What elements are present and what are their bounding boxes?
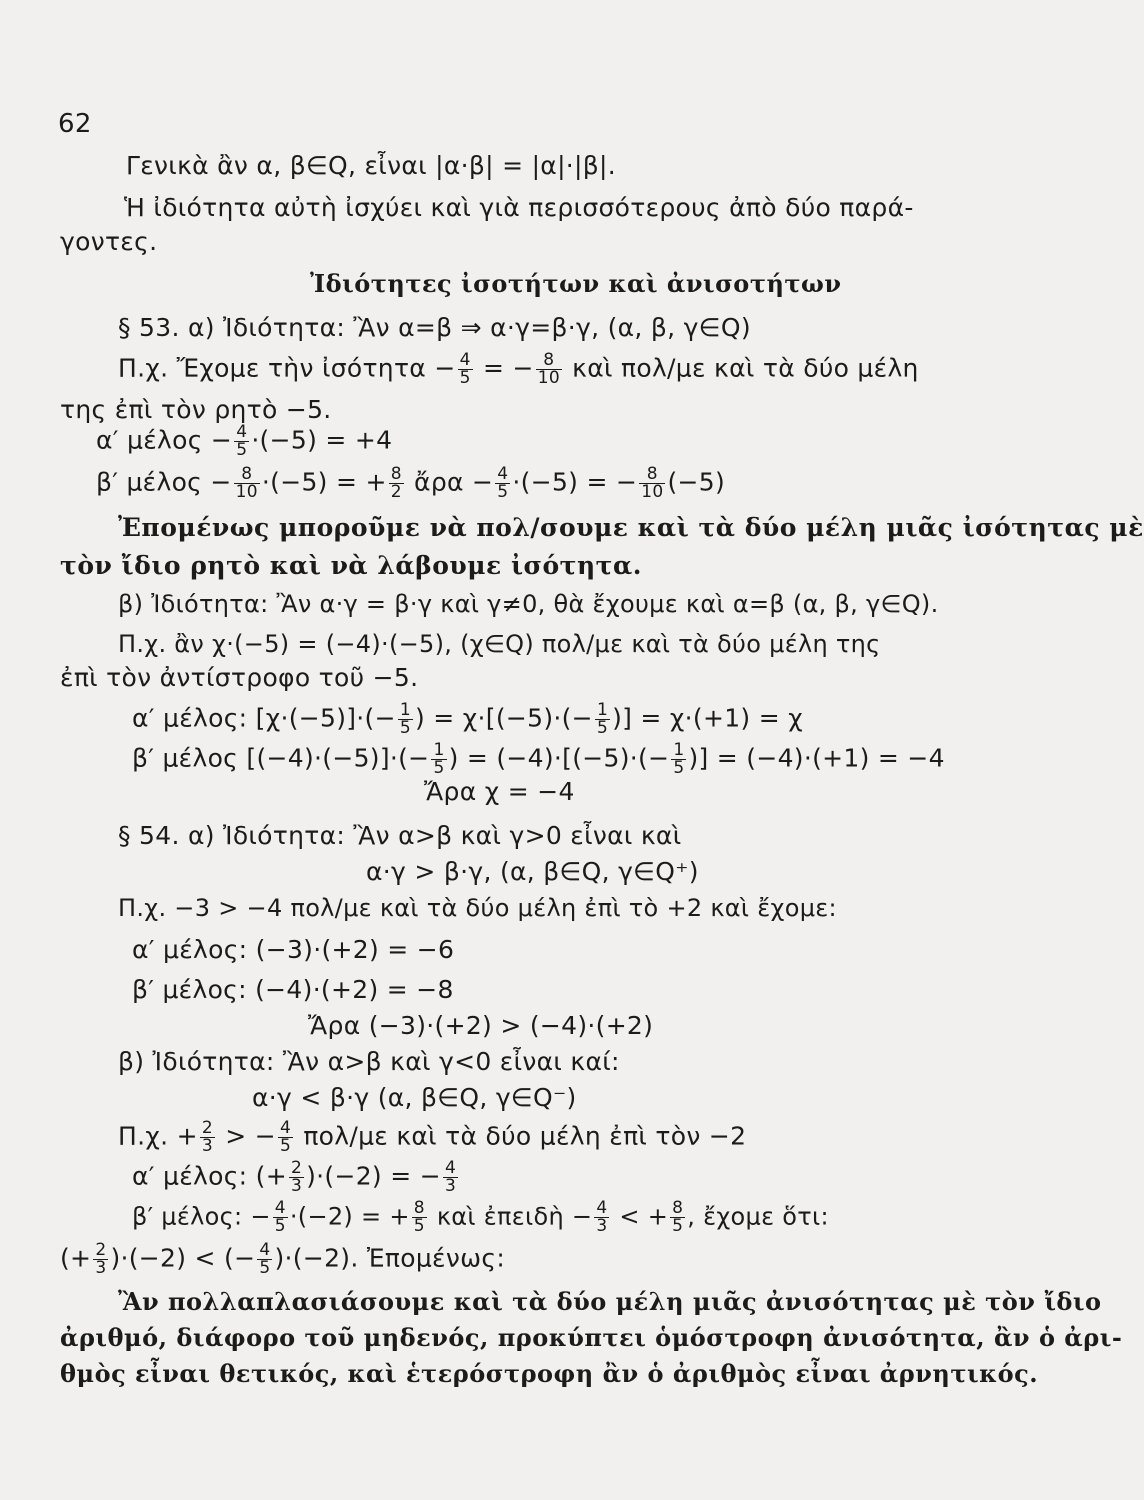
fraction-1-5: $\frac{1}{5}$ bbox=[673, 740, 685, 778]
s53-member-2: β′ μέλος − $\frac{8}{10}$ ·(−5) = + $\frac{8}{2}$ ἄρα − $\frac{4}{5}$ ·(−5) = − $\frac{8}{10}$ (−5) bbox=[96, 464, 726, 502]
s53-example-1 bbox=[118, 352, 919, 387]
s54-a-member-2: β′ μέλος: (−4)·(+2) = −8 bbox=[132, 975, 454, 1004]
s54-b-comparison: (+ $\frac{2}{3}$ )·(−2) < (− $\frac{4}{5}$ )·(−2). Ἐπομένως: bbox=[60, 1240, 506, 1278]
fraction-8-10: $\frac{8}{10}$ bbox=[235, 464, 258, 502]
fraction-8-5: $\frac{8}{5}$ bbox=[413, 1198, 425, 1236]
s54-a-result: Ἄρα (−3)·(+2) > (−4)·(+2) bbox=[308, 1011, 654, 1040]
s54-b-rule-2: α·γ < β·γ (α, β∈Q, γ∈Q⁻) bbox=[252, 1083, 577, 1112]
s54-bold-1: Ἂν πολλαπλασιάσουμε καὶ τὰ δύο μέλη μιᾶς ἀνισότητας μὲ τὸν ἴδιο bbox=[118, 1287, 1102, 1316]
fraction-8-2: $\frac{8}{2}$ bbox=[390, 464, 402, 502]
s53-ex1-mid: = − bbox=[474, 353, 534, 383]
s53-bold-1: Ἐπομένως μποροῦμε νὰ πολ/σουμε καὶ τὰ δύο μέλη μιᾶς ἰσότητας μὲ bbox=[118, 513, 1144, 542]
s53-ex1-pre: Π.χ. Ἔχομε τὴν ἰσότητα − bbox=[118, 353, 456, 383]
fraction-4-3: $\frac{4}{3}$ bbox=[444, 1158, 457, 1196]
page-number: 62 bbox=[58, 109, 92, 139]
s54-a-example: Π.χ. −3 > −4 πολ/με καὶ τὰ δύο μέλη ἐπὶ τὸ +2 καὶ ἔχομε: bbox=[118, 894, 837, 922]
fraction-4-5: $\frac{4}{5}$ bbox=[497, 464, 509, 502]
s53-example-1-cont: της ἐπὶ τὸν ρητὸ −5. bbox=[60, 395, 332, 424]
fraction-2-3: $\frac{2}{3}$ bbox=[95, 1240, 107, 1278]
intro-line-2: Ἡ ἰδιότητα αὐτὴ ἰσχύει καὶ γιὰ περισσότερους ἀπὸ δύο παρά- bbox=[124, 193, 914, 222]
s53-ex1-post: καὶ πολ/με καὶ τὰ δύο μέλη bbox=[563, 353, 919, 383]
fraction-4-5: $\frac{4}{5}$ bbox=[236, 422, 248, 460]
s54-b-member-2: β′ μέλος: − $\frac{4}{5}$ ·(−2) = + $\frac{8}{5}$ καὶ ἐπειδὴ − $\frac{4}{3}$ < + $\frac{8}{5}$ , ἔχομε ὅτι: bbox=[132, 1198, 829, 1236]
s54-bold-3: θμὸς εἶναι θετικός, καὶ ἑτερόστροφη ἂν ὁ ἀριθμὸς εἶναι ἀρνητικός. bbox=[60, 1359, 1039, 1388]
fraction-4-5: $\frac{4}{5}$ bbox=[259, 1240, 271, 1278]
s53-b-rule: β) Ἰδιότητα: Ἂν α·γ = β·γ καὶ γ≠0, θὰ ἔχουμε καὶ α=β (α, β, γ∈Q). bbox=[118, 590, 939, 618]
s54-b-rule-1: β) Ἰδιότητα: Ἂν α>β καὶ γ<0 εἶναι καί: bbox=[118, 1047, 620, 1076]
fraction-1-5: $\frac{1}{5}$ bbox=[399, 700, 411, 738]
s54-a-rule-1: § 54. α) Ἰδιότητα: Ἂν α>β καὶ γ>0 εἶναι καὶ bbox=[118, 821, 682, 850]
s53-a-rule: § 53. α) Ἰδιότητα: Ἂν α=β ⇒ α·γ=β·γ, (α, β, γ∈Q) bbox=[118, 313, 751, 342]
s54-a-member-1: α′ μέλος: (−3)·(+2) = −6 bbox=[132, 935, 455, 964]
fraction-8-10: $\frac{8}{10}$ bbox=[641, 464, 664, 502]
s53-b-result: Ἄρα χ = −4 bbox=[424, 777, 575, 806]
s54-a-rule-2: α·γ > β·γ, (α, β∈Q, γ∈Q⁺) bbox=[366, 857, 699, 886]
s53-b-member-2: β′ μέλος [(−4)·(−5)]·(− $\frac{1}{5}$ ) = (−4)·[(−5)·(− $\frac{1}{5}$ )] = (−4)·(+1) = −4 bbox=[132, 740, 945, 778]
fraction-8-5: $\frac{8}{5}$ bbox=[672, 1198, 684, 1236]
fraction-1-5: $\frac{1}{5}$ bbox=[596, 700, 609, 738]
s53-b-member-1: α′ μέλος: [χ·(−5)]·(− $\frac{1}{5}$ ) = χ·[(−5)·(− $\frac{1}{5}$ )] = χ·(+1) = χ bbox=[132, 700, 803, 738]
fraction-4-5: $\frac{4}{5}$ bbox=[279, 1118, 292, 1156]
fraction-8-10: $\frac{8}{10}$ bbox=[537, 350, 560, 388]
s54-b-example: Π.χ. + $\frac{2}{3}$ > − $\frac{4}{5}$ πολ/με καὶ τὰ δύο μέλη ἐπὶ τὸν −2 bbox=[118, 1118, 747, 1156]
s53-b-example: Π.χ. ἂν χ·(−5) = (−4)·(−5), (χ∈Q) πολ/με καὶ τὰ δύο μέλη της bbox=[118, 630, 881, 658]
s54-bold-2: ἀριθμό, διάφορο τοῦ μηδενός, προκύπτει ὁμόστροφη ἀνισότητα, ἂν ὁ ἀρι- bbox=[60, 1323, 1123, 1352]
s53-member-1: α′ μέλος − $\frac{4}{5}$ ·(−5) = +4 bbox=[96, 422, 393, 460]
section-heading: Ἰδιότητες ἰσοτήτων καὶ ἀνισοτήτων bbox=[310, 269, 842, 298]
fraction-1-5: $\frac{1}{5}$ bbox=[433, 740, 445, 778]
intro-line-1: Γενικὰ ἂν α, β∈Q, εἶναι |α·β| = |α|·|β|. bbox=[126, 151, 617, 180]
fraction-4-5: $\frac{4}{5}$ bbox=[459, 350, 471, 388]
s53-bold-2: τὸν ἴδιο ρητὸ καὶ νὰ λάβουμε ἰσότητα. bbox=[60, 551, 642, 580]
intro-line-3: γοντες. bbox=[60, 227, 158, 256]
s53-b-example-cont: ἐπὶ τὸν ἀντίστροφο τοῦ −5. bbox=[60, 663, 419, 692]
fraction-4-5: $\frac{4}{5}$ bbox=[274, 1198, 286, 1236]
fraction-2-3: $\frac{2}{3}$ bbox=[290, 1158, 303, 1196]
fraction-2-3: $\frac{2}{3}$ bbox=[201, 1118, 213, 1156]
s54-b-member-1: α′ μέλος: (+ $\frac{2}{3}$ )·(−2) = − $\frac{4}{3}$ bbox=[132, 1158, 457, 1196]
fraction-4-3: $\frac{4}{3}$ bbox=[596, 1198, 608, 1236]
